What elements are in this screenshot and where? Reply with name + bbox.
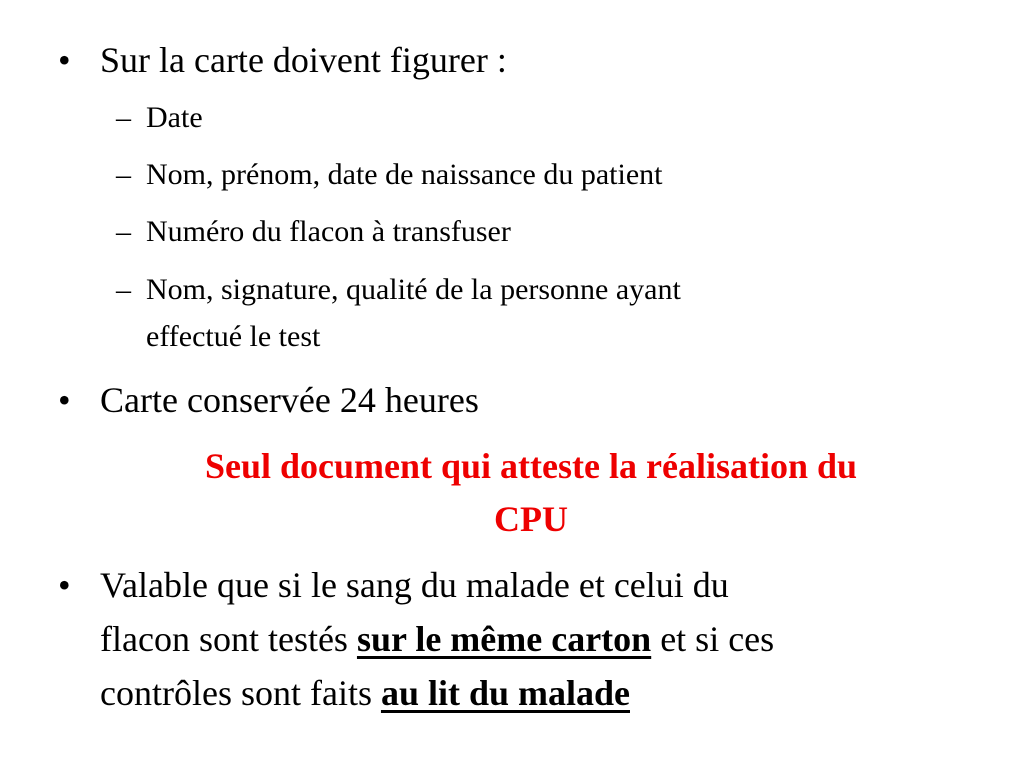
bullet-1-text: Sur la carte doivent figurer : <box>100 40 507 80</box>
sub-4-text-line1: Nom, signature, qualité de la personne ayant <box>146 273 681 306</box>
emphasis-same-card: sur le même carton <box>356 619 652 659</box>
bullet-2-text: Carte conservée 24 heures <box>100 380 479 420</box>
sub-4-text-line2: effectué le test <box>146 320 321 353</box>
sub-3-text: Numéro du flacon à transfuser <box>146 215 511 248</box>
bullet-3-text-line2 <box>100 613 774 665</box>
sub-2-text: Nom, prénom, date de naissance du patient <box>146 158 663 191</box>
sub-3-dash: – <box>116 215 131 248</box>
highlight-line-2: CPU <box>494 499 568 539</box>
sub-4-dash: – <box>116 273 131 306</box>
sub-1-text: Date <box>146 101 203 134</box>
bullet-3-text-line3 <box>100 667 630 719</box>
bullet-1-marker: • <box>58 40 71 80</box>
sub-1-dash: – <box>116 101 131 134</box>
bullet-3-line2-before: flacon sont testés <box>100 619 357 659</box>
highlight-line-1: Seul document qui atteste la réalisation du <box>204 446 858 486</box>
emphasis-bedside: au lit du malade <box>380 673 630 713</box>
bullet-3-marker: • <box>58 565 71 605</box>
bullet-3-line3-before: contrôles sont faits <box>100 673 381 713</box>
sub-2-dash: – <box>116 158 131 191</box>
bullet-3-text-line1: Valable que si le sang du malade et celui du <box>100 565 729 605</box>
bullet-3-line2-after: et si ces <box>651 619 775 659</box>
bullet-2-marker: • <box>58 380 71 420</box>
